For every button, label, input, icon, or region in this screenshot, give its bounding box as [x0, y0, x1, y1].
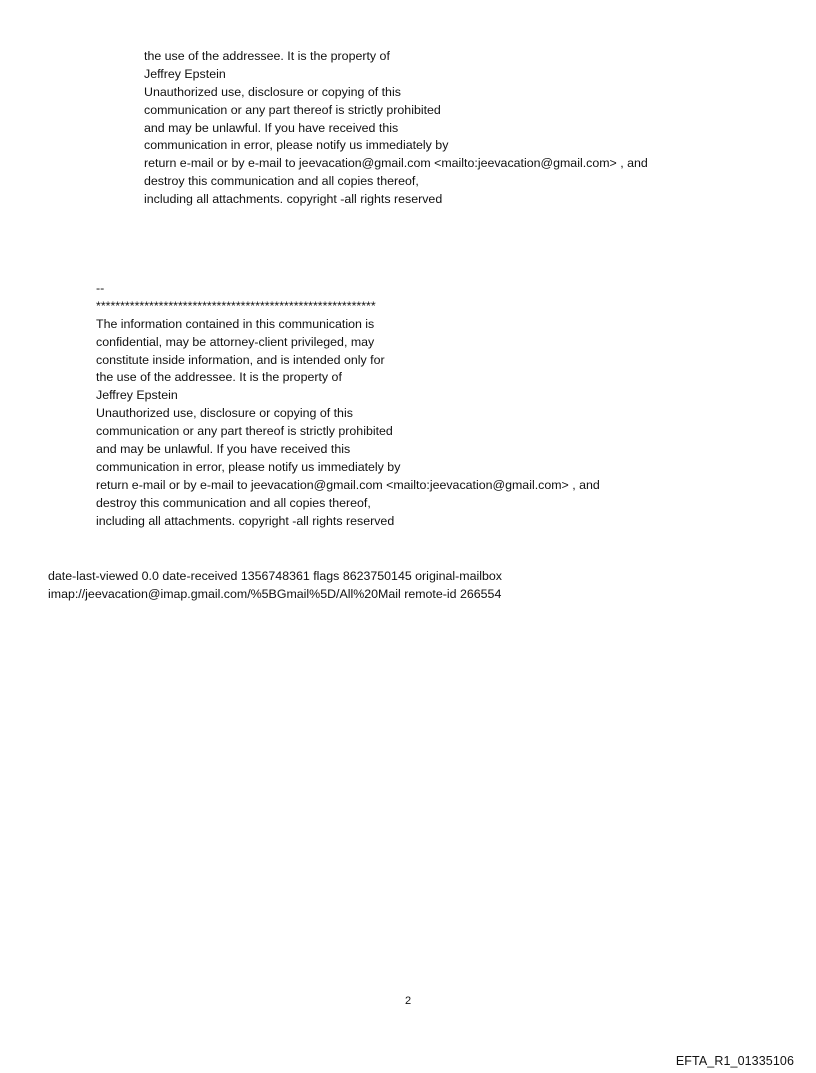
disclaimer-full: [96, 280, 600, 530]
signature-separator: --: [96, 281, 105, 295]
bates-number: EFTA_R1_01335106: [675, 1054, 794, 1068]
disclaimer-line: communication in error, please notify us immediately by: [96, 459, 401, 474]
disclaimer-line: the use of the addressee. It is the property of: [144, 49, 390, 63]
disclaimer-line: Unauthorized use, disclosure or copying of this: [96, 406, 353, 421]
disclaimer-line: Jeffrey Epstein: [144, 66, 226, 81]
disclaimer-line: and may be unlawful. If you have received this: [96, 442, 351, 457]
disclaimer-continued: [144, 48, 648, 209]
disclaimer-line: communication or any part thereof is strictly prohibited: [144, 102, 441, 117]
disclaimer-line: destroy this communication and all copies thereof,: [96, 495, 371, 510]
disclaimer-line: Unauthorized use, disclosure or copying of this: [144, 84, 401, 99]
disclaimer-line: and may be unlawful. If you have received this: [144, 120, 399, 135]
disclaimer-line: The information contained in this communication is: [96, 316, 375, 331]
disclaimer-line: the use of the addressee. It is the property of: [96, 370, 342, 385]
email-metadata: [48, 568, 502, 604]
disclaimer-line: return e-mail or by e-mail to jeevacation@gmail.com <mailto:jeevacation@gmail.com> , and: [144, 156, 648, 171]
disclaimer-line: return e-mail or by e-mail to jeevacation@gmail.com <mailto:jeevacation@gmail.com> , and: [96, 477, 600, 492]
page-number: 2: [404, 995, 412, 1007]
metadata-line: date-last-viewed 0.0 date-received 1356748361 flags 8623750145 original-mailbox: [48, 569, 502, 583]
disclaimer-line: confidential, may be attorney-client privileged, may: [96, 334, 375, 349]
disclaimer-line: communication in error, please notify us immediately by: [144, 138, 449, 153]
disclaimer-line: including all attachments. copyright -all rights reserved: [144, 192, 443, 207]
metadata-line: imap://jeevacation@imap.gmail.com/%5BGmail%5D/All%20Mail remote-id 266554: [48, 586, 502, 601]
disclaimer-line: including all attachments. copyright -all rights reserved: [96, 513, 395, 528]
disclaimer-line: destroy this communication and all copies thereof,: [144, 174, 419, 189]
asterisk-divider: **********************************************************: [96, 298, 376, 313]
disclaimer-line: communication or any part thereof is strictly prohibited: [96, 424, 393, 439]
disclaimer-line: Jeffrey Epstein: [96, 388, 178, 403]
disclaimer-line: constitute inside information, and is intended only for: [96, 352, 385, 367]
